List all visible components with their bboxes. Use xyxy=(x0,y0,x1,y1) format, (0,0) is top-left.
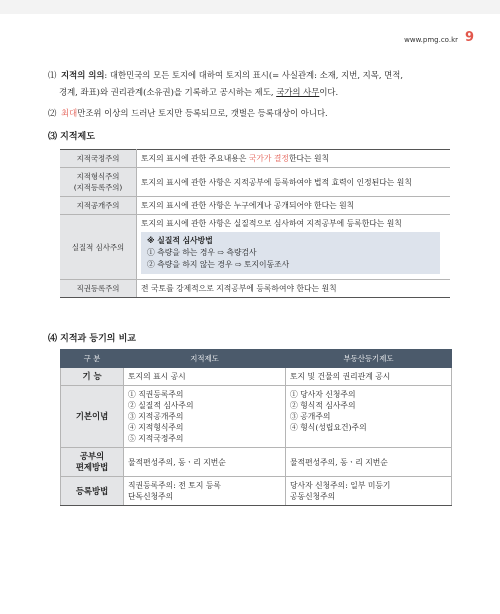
cadastral-cell xyxy=(124,386,286,448)
row-key-line2: 편제방법 xyxy=(75,462,109,472)
item-1-underlined: 국가의 사무 xyxy=(276,87,320,97)
registry-cell xyxy=(286,448,452,477)
item-1-text-line2: 경계, 좌표)와 권리관계(소유권)을 기록하고 공시하는 제도, xyxy=(59,87,277,97)
principle-key: 실질적 심사주의 xyxy=(60,215,137,280)
cell-line: 물적편성주의, 동ㆍ리 지번순 xyxy=(128,457,226,467)
principle-desc: 토지의 표시에 관한 사항은 누구에게나 공개되어야 한다는 원칙 xyxy=(137,197,451,215)
table-row xyxy=(60,150,450,168)
cell-line: ③ 지적공개주의 xyxy=(128,412,184,421)
item-2-number: ⑵ xyxy=(48,108,57,118)
comparison-table xyxy=(60,349,452,506)
table-row xyxy=(60,215,450,280)
section-4-number: ⑷ xyxy=(48,334,58,344)
item-1 xyxy=(48,69,468,81)
table-row xyxy=(61,448,452,477)
item-1-number: ⑴ xyxy=(48,70,57,80)
item-2 xyxy=(48,107,468,119)
principle-desc-end: 한다는 원칙 xyxy=(288,154,330,163)
table-row xyxy=(61,368,452,386)
section-4-label: 지적과 등기의 비교 xyxy=(60,334,136,344)
table-row xyxy=(61,386,452,448)
section-4-title xyxy=(48,331,136,344)
table-row xyxy=(61,477,452,506)
cell-line: ① 당사자 신청주의 xyxy=(290,390,356,399)
table-header-row xyxy=(61,350,452,368)
registry-cell xyxy=(286,477,452,506)
principle-desc: 토지의 표시에 관한 사항은 지적공부에 등록하여야 법적 효력이 인정된다는 원칙 xyxy=(137,168,451,197)
review-method-title: ※ 실질적 심사방법 xyxy=(147,236,213,245)
registry-cell xyxy=(286,386,452,448)
item-1-term: 지적의 의의 xyxy=(61,70,105,80)
principle-desc-highlight: 국가가 결정 xyxy=(248,154,289,163)
cadastral-principles-table xyxy=(60,149,450,298)
cadastral-cell xyxy=(124,368,286,386)
row-key-line1: 공부의 xyxy=(79,451,105,461)
page-number: 9 xyxy=(464,30,474,45)
principle-desc xyxy=(137,215,451,280)
cell-line: 공동신청주의 xyxy=(290,492,336,501)
cell-line: ② 형식적 심사주의 xyxy=(290,401,356,410)
cell-line: 토지 및 건물의 권리관계 공시 xyxy=(290,372,391,381)
cell-line: ① 직권등록주의 xyxy=(128,390,184,399)
cell-line: ② 실질적 심사주의 xyxy=(128,401,194,410)
item-1-text-end: 이다. xyxy=(319,87,339,97)
principle-key-line2: (지적등록주의) xyxy=(73,183,123,192)
cell-line: ④ 지적형식주의 xyxy=(128,423,184,432)
principle-key-line1: 지적형식주의 xyxy=(76,172,120,181)
section-3-label: 지적제도 xyxy=(60,132,95,142)
principle-desc-text: 토지의 표시에 관한 사항은 실질적으로 심사하여 지적공부에 등록한다는 원칙 xyxy=(141,219,402,228)
principle-key: 지적국정주의 xyxy=(60,150,137,168)
table-row xyxy=(60,280,450,298)
review-method-item: ② 측량을 하지 않는 경우 ⇨ 토지이동조사 xyxy=(147,260,290,269)
table-row xyxy=(60,168,450,197)
row-key xyxy=(61,448,124,477)
principle-desc xyxy=(137,150,451,168)
column-header: 지적제도 xyxy=(124,350,286,368)
cell-line: ③ 공개주의 xyxy=(290,412,331,421)
cadastral-cell xyxy=(124,448,286,477)
section-3-number: ⑶ xyxy=(48,132,58,142)
header-bar xyxy=(0,0,500,14)
cell-line: 토지의 표시 공시 xyxy=(128,372,186,381)
cell-line: ⑤ 지적국정주의 xyxy=(128,434,184,443)
section-3-title xyxy=(48,129,95,142)
registry-cell xyxy=(286,368,452,386)
row-key: 기본이념 xyxy=(61,386,124,448)
principle-desc-text: 토지의 표시에 관한 주요내용은 xyxy=(141,154,249,163)
principle-desc: 전 국토를 강제적으로 지적공부에 등록하여야 한다는 원칙 xyxy=(137,280,451,298)
item-1-line2 xyxy=(59,86,469,98)
table-row xyxy=(60,197,450,215)
cell-line: 단독신청주의 xyxy=(128,492,174,501)
cadastral-cell xyxy=(124,477,286,506)
principle-key: 직권등록주의 xyxy=(60,280,137,298)
column-header: 부동산등기제도 xyxy=(286,350,452,368)
cell-line: 직권등록주의: 전 토지 등록 xyxy=(128,481,221,490)
cell-line: 물적편성주의, 동ㆍ리 지번순 xyxy=(290,457,388,467)
row-key: 등록방법 xyxy=(61,477,124,506)
review-method-box xyxy=(141,232,440,274)
item-1-text-line1: : 대한민국의 모든 토지에 대하여 토지의 표시(= 사실관계: 소재, 지번, 지목, 면적, xyxy=(104,70,403,80)
column-header: 구 분 xyxy=(61,350,124,368)
cell-line: 당사자 신청주의: 일부 미등기 xyxy=(290,481,391,490)
principle-key: 지적공개주의 xyxy=(60,197,137,215)
header-url: www.pmg.co.kr xyxy=(404,36,458,44)
review-method-item: ① 측량을 하는 경우 ⇨ 측량검사 xyxy=(147,248,257,257)
item-2-text: 만조위 이상의 드러난 토지만 등록되므로, 갯벌은 등록대상이 아니다. xyxy=(77,108,328,118)
item-2-highlight: 최대 xyxy=(61,108,78,118)
principle-key xyxy=(60,168,137,197)
row-key: 기 능 xyxy=(61,368,124,386)
cell-line: ④ 형식(성립요건)주의 xyxy=(290,423,367,432)
